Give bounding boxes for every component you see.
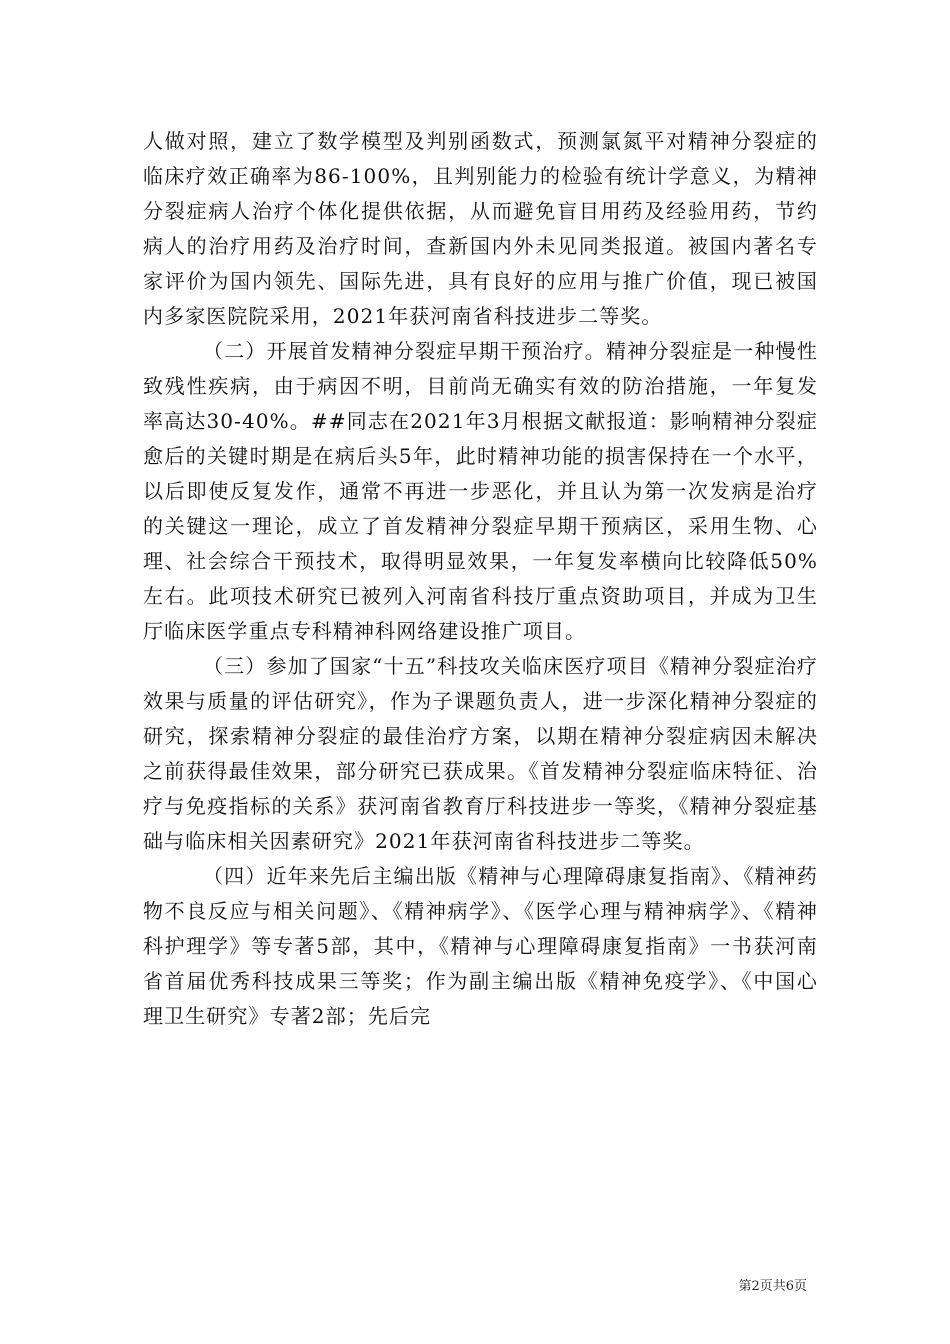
document-body	[143, 124, 818, 1034]
paragraph-section-three: （三）参加了国家“十五”科技攻关临床医疗项目《精神分裂症治疗效果与质量的评估研究》，作为子课题负责人，进一步深化精神分裂症的研究，探索精神分裂症的最佳治疗方案，以期在精神分裂症病因未解决之前获得最佳效果，部分研究已获成果。《首发精神分裂症临床特征、治疗与免疫指标的关系》获河南省教育厅科技进步一等奖，《精神分裂症基础与临床相关因素研究》2021年获河南省科技进步二等奖。	[143, 654, 818, 853]
paragraph-continued: 人做对照，建立了数学模型及判别函数式，预测氯氮平对精神分裂症的临床疗效正确率为86-100%，且判别能力的检验有统计学意义，为精神分裂症病人治疗个体化提供依据，从而避免盲目用药及经验用药，节约病人的治疗用药及治疗时间，查新国内外未见同类报道。被国内著名专家评价为国内领先、国际先进，具有良好的应用与推广价值，现已被国内多家医院院采用，2021年获河南省科技进步二等奖。	[143, 129, 818, 328]
paragraph-section-two: （二）开展首发精神分裂症早期干预治疗。精神分裂症是一种慢性致残性疾病，由于病因不明，目前尚无确实有效的防治措施，一年复发率高达30-40%。##同志在2021年3月根据文献报道：影响精神分裂症愈后的关键时期是在病后头5年，此时精神功能的损害保持在一个水平，以后即使反复发作，通常不再进一步恶化，并且认为第一次发病是治疗的关键这一理论，成立了首发精神分裂症早期干预病区，采用生物、心理、社会综合干预技术，取得明显效果，一年复发率横向比较降低50%左右。此项技术研究已被列入河南省科技厅重点资助项目，并成为卫生厅临床医学重点专科精神科网络建设推广项目。	[143, 339, 818, 643]
page-number-footer: 第2页共6页	[738, 1279, 807, 1294]
paragraph-section-four: （四）近年来先后主编出版《精神与心理障碍康复指南》、《精神药物不良反应与相关问题》、《精神病学》、《医学心理与精神病学》、《精神科护理学》等专著5部，其中，《精神与心理障碍康复指南》一书获河南省首届优秀科技成果三等奖；作为副主编出版《精神免疫学》、《中国心理卫生研究》专著2部；先后完	[143, 864, 818, 1028]
